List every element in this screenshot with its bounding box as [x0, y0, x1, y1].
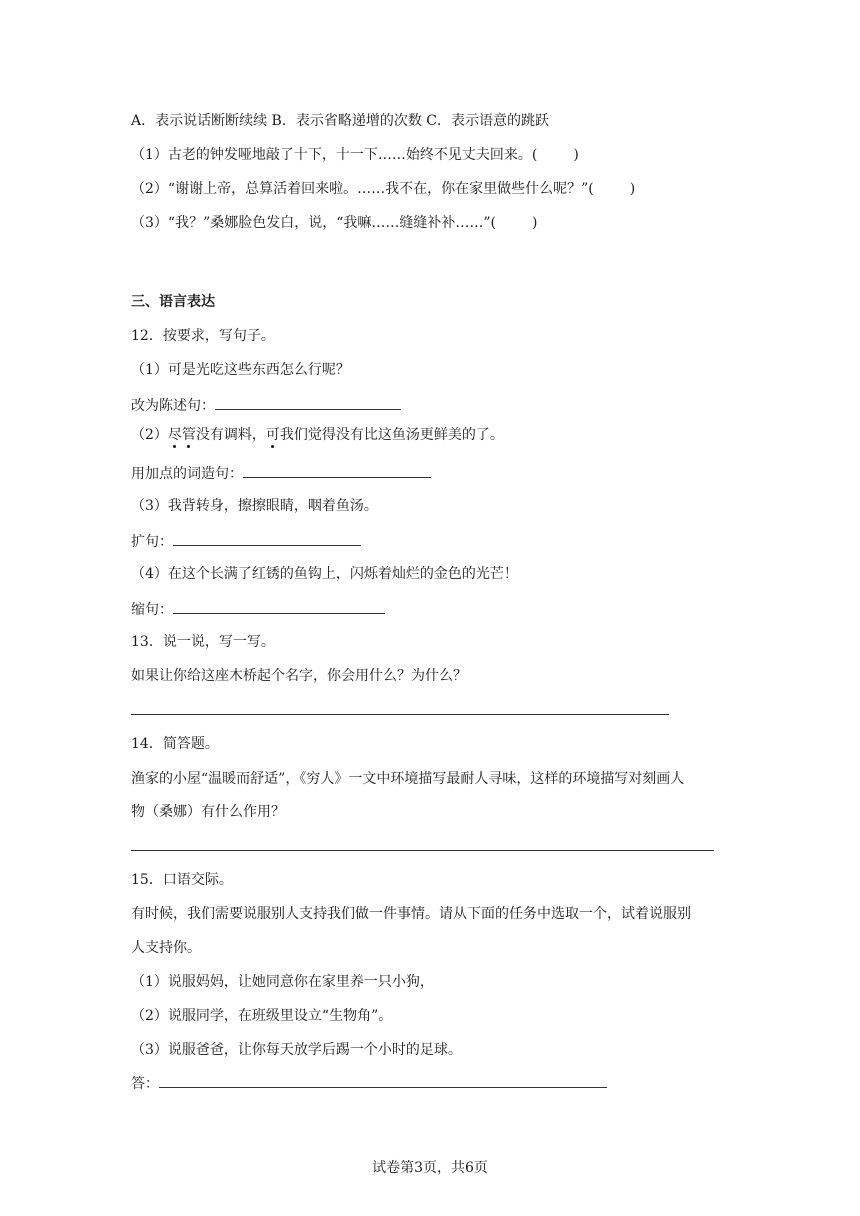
q12-sentence-3: （3）我背转身，擦擦眼睛，咽着鱼汤。	[131, 498, 378, 514]
q11-item-3-text: （3）“我？”桑娜脸色发白，说，“我嘛……缝缝补补……”(	[131, 215, 496, 231]
q15-line-2: 人支持你。	[131, 940, 201, 956]
q12-prompt-4	[131, 599, 385, 620]
q12-prompt-1	[131, 395, 401, 416]
q12-prompt-1-label: 改为陈述句：	[131, 398, 215, 414]
emphasis-char: 可	[265, 427, 280, 443]
answer-blank[interactable]	[173, 531, 361, 546]
q12-prompt-2-label: 用加点的词造句：	[131, 466, 243, 482]
q12-prompt-2	[131, 463, 431, 484]
q14-title: 14．简答题。	[131, 736, 219, 752]
q11-item-2-close: )	[629, 181, 636, 197]
q14-line-2: 物（桑娜）有什么作用？	[131, 804, 285, 820]
q12-sentence-1: （1）可是光吃这些东西怎么行呢？	[131, 362, 350, 378]
answer-blank[interactable]	[215, 395, 401, 410]
q11-item-1-text: （1）古老的钟发哑地敲了十下，十一下……始终不见丈夫回来。(	[131, 147, 538, 163]
answer-blank[interactable]	[243, 463, 431, 478]
q11-item-3-close: )	[532, 215, 538, 231]
q13-title: 13．说一说，写一写。	[131, 634, 275, 650]
q11-item-2	[131, 179, 635, 199]
q15-task-1: （1）说服妈妈，让她同意你在家里养一只小狗，	[131, 974, 434, 990]
q12-s2-mid: 没有调料，	[195, 427, 266, 443]
q12-s2-prefix: （2）	[131, 427, 168, 443]
q15-line-1: 有时候，我们需要说服别人支持我们做一件事情。请从下面的任务中选取一个，试着说服别	[131, 906, 691, 922]
q15-task-3: （3）说服爸爸，让你每天放学后踢一个小时的足球。	[131, 1042, 462, 1058]
q14-line-1: 渔家的小屋“温暖而舒适”，《穷人》一文中环境描写最耐人寻味，这样的环境描写对刻画人	[131, 771, 685, 787]
q15-task-2: （2）说服同学，在班级里设立“生物角”。	[131, 1008, 393, 1024]
q12-sentence-2	[131, 425, 504, 445]
emphasis-char: 管	[181, 427, 196, 443]
answer-line[interactable]	[131, 714, 669, 715]
emphasis-char: 尽	[167, 427, 182, 443]
q12-prompt-3	[131, 531, 361, 552]
q12-s2-suffix: 我们觉得没有比这鱼汤更鲜美的了。	[279, 427, 504, 443]
q15-answer	[131, 1073, 607, 1094]
q15-title: 15．口语交际。	[131, 872, 233, 888]
q11-item-3	[131, 213, 537, 233]
q15-answer-label: 答：	[131, 1076, 159, 1092]
q12-title: 12．按要求，写句子。	[131, 328, 275, 344]
q12-prompt-4-label: 缩句：	[131, 602, 173, 618]
section-heading: 三、语言表达	[131, 294, 215, 310]
q13-prompt: 如果让你给这座木桥起个名字，你会用什么？为什么？	[131, 668, 467, 684]
answer-blank[interactable]	[159, 1073, 607, 1088]
q11-item-2-text: （2）“谢谢上帝，总算活着回来啦。……我不在，你在家里做些什么呢？”(	[131, 181, 594, 197]
q12-sentence-4: （4）在这个长满了红锈的鱼钩上，闪烁着灿烂的金色的光芒！	[131, 566, 518, 582]
q12-prompt-3-label: 扩句：	[131, 534, 173, 550]
answer-line[interactable]	[131, 850, 714, 851]
q11-item-1-close: )	[573, 147, 579, 163]
answer-blank[interactable]	[173, 599, 385, 614]
q11-options: A．表示说话断断续续 B．表示省略递增的次数 C．表示语意的跳跃	[131, 113, 550, 129]
q11-item-1	[131, 145, 579, 165]
page-number: 试卷第3页，共6页	[372, 1160, 488, 1176]
